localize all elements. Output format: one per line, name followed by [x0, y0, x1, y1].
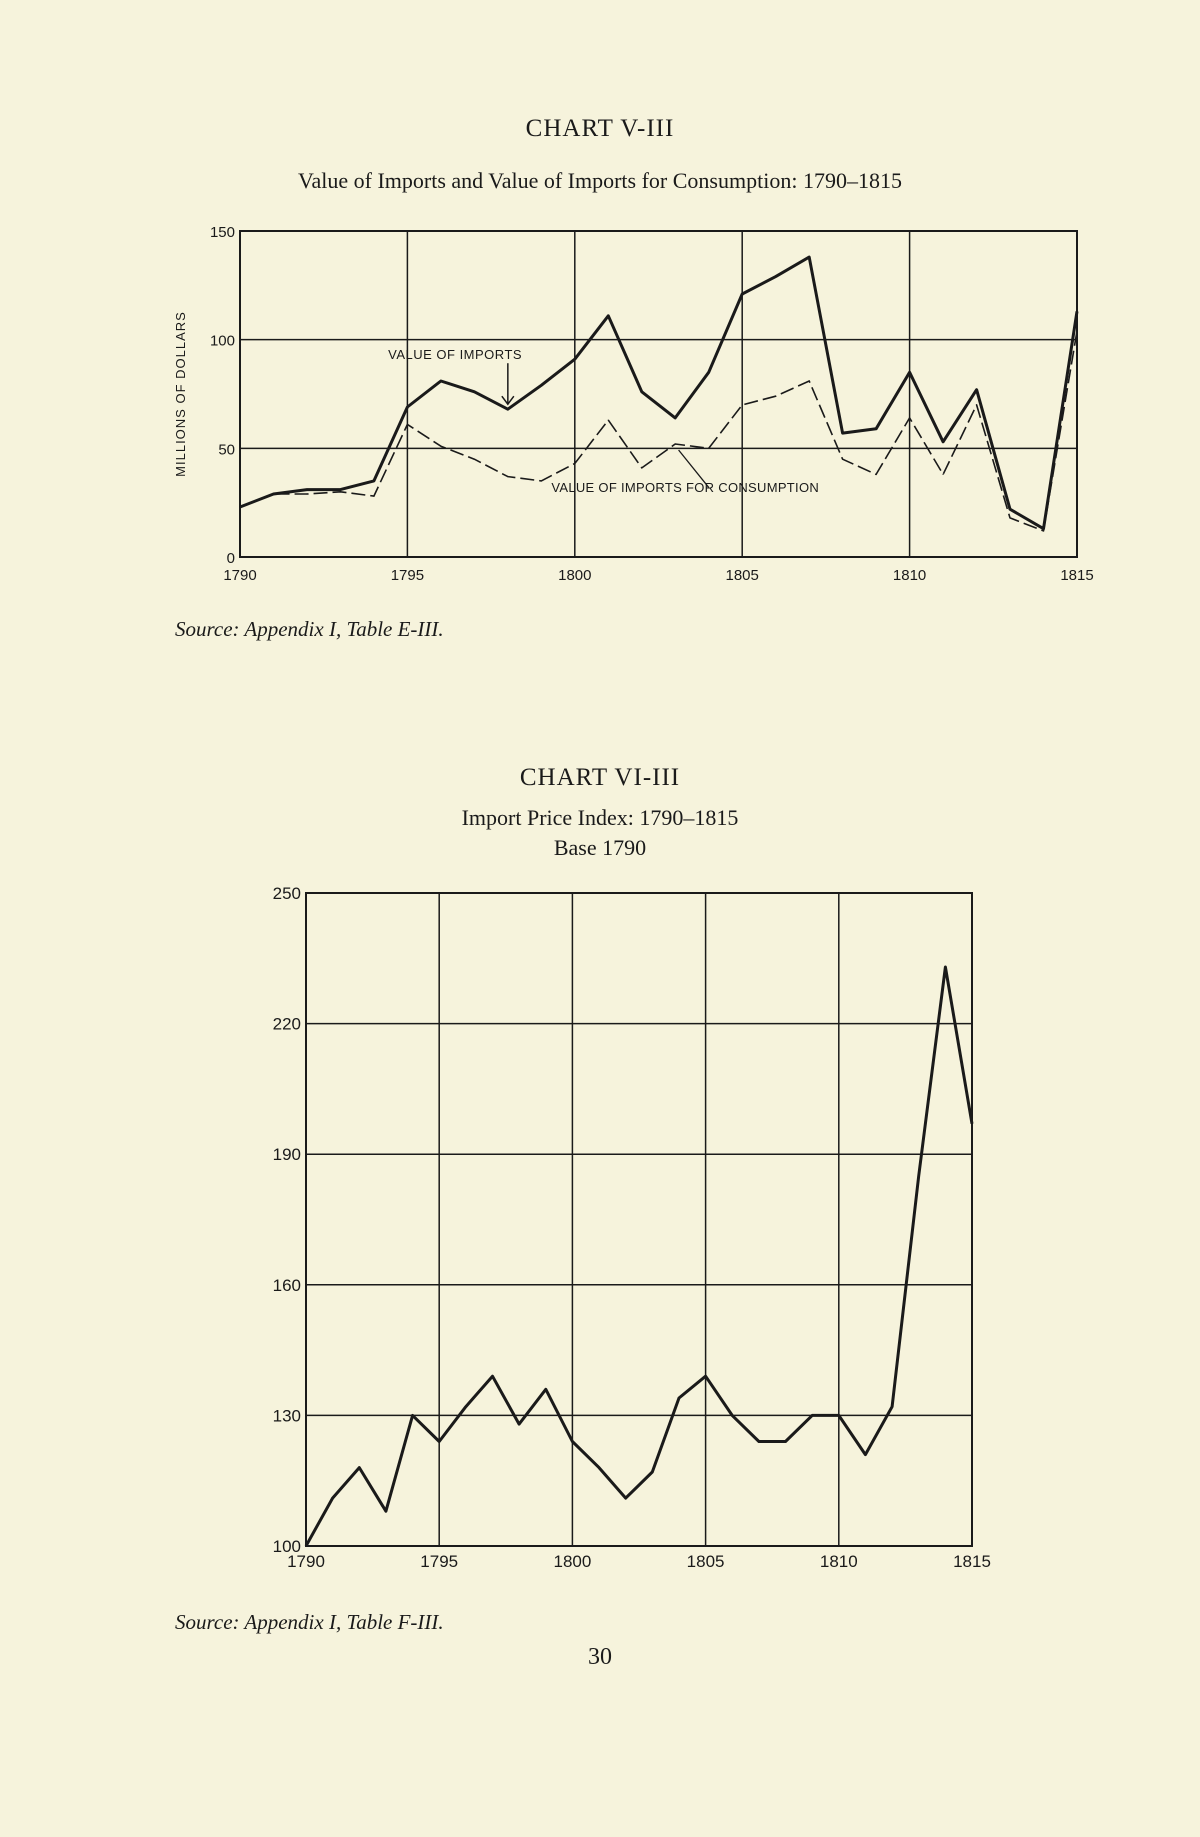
y-tick-label: 100	[209, 332, 235, 350]
chart1-title: Value of Imports and Value of Imports for Consumption: 1790–1815	[298, 168, 902, 193]
data-point	[705, 1376, 706, 1377]
x-tick-label: 1810	[892, 567, 927, 584]
x-tick-label: 1815	[953, 1552, 991, 1571]
data-point	[809, 256, 810, 257]
data-point	[439, 1441, 440, 1442]
y-tick-label: 160	[272, 1275, 301, 1295]
data-point	[1009, 509, 1010, 510]
chart1-label: CHART V-III	[525, 115, 675, 142]
data-point	[976, 404, 977, 405]
data-point	[909, 372, 910, 373]
data-point	[675, 417, 676, 418]
data-point	[340, 491, 341, 492]
x-tick-label: 1795	[420, 1552, 459, 1571]
data-point	[945, 966, 946, 967]
x-tick-label: 1805	[686, 1552, 725, 1571]
plot-frame	[306, 893, 972, 1546]
data-point	[785, 1441, 786, 1442]
x-tick-label: 1790	[223, 567, 257, 584]
data-point	[474, 459, 475, 460]
data-point	[708, 372, 709, 373]
data-point	[775, 396, 776, 397]
chart1-source: Source: Appendix I, Table E-III.	[175, 617, 444, 641]
chart2-source: Source: Appendix I, Table F-III.	[175, 1610, 444, 1634]
y-tick-label: 250	[272, 884, 301, 903]
data-point	[652, 1471, 653, 1472]
data-point	[876, 428, 877, 429]
data-point	[545, 1389, 546, 1390]
data-point	[678, 1397, 679, 1398]
data-point	[412, 1415, 413, 1416]
y-tick-label: 100	[272, 1537, 301, 1556]
data-point	[1076, 311, 1077, 312]
data-point	[492, 1376, 493, 1377]
data-point	[608, 315, 609, 316]
data-point	[1043, 530, 1044, 531]
y-axis-label: MILLIONS OF DOLLARS	[173, 311, 188, 477]
data-point	[507, 409, 508, 410]
data-point	[598, 1467, 599, 1468]
data-point	[541, 480, 542, 481]
data-point	[608, 419, 609, 420]
data-point	[519, 1424, 520, 1425]
data-point	[373, 480, 374, 481]
data-point	[876, 474, 877, 475]
data-point	[732, 1415, 733, 1416]
data-point	[474, 391, 475, 392]
data-point	[865, 1454, 866, 1455]
chart2-subtitle: Base 1790	[553, 835, 647, 860]
data-point	[574, 359, 575, 360]
data-point	[842, 433, 843, 434]
data-point	[812, 1415, 813, 1416]
data-point	[306, 489, 307, 490]
series-line-1	[306, 967, 972, 1546]
data-point	[838, 1415, 839, 1416]
data-point	[942, 441, 943, 442]
x-tick-label: 1795	[390, 567, 425, 584]
data-point	[742, 404, 743, 405]
data-point	[273, 493, 274, 494]
data-point	[440, 446, 441, 447]
data-point	[465, 1406, 466, 1407]
y-tick-label: 50	[218, 441, 235, 459]
x-tick-label: 1800	[558, 567, 592, 584]
data-point	[373, 496, 374, 497]
data-point	[507, 476, 508, 477]
data-point	[708, 448, 709, 449]
data-point	[675, 443, 676, 444]
data-point	[809, 380, 810, 381]
y-tick-label: 220	[272, 1014, 301, 1034]
y-tick-label: 130	[272, 1406, 301, 1426]
data-point	[625, 1498, 626, 1499]
data-point	[1076, 330, 1077, 331]
chart2-plot	[0, 870, 1200, 1590]
y-tick-label: 190	[272, 1145, 301, 1165]
data-point	[971, 1123, 972, 1124]
data-point	[306, 493, 307, 494]
data-point	[891, 1406, 892, 1407]
data-point	[340, 489, 341, 490]
x-tick-label: 1810	[819, 1552, 858, 1571]
x-tick-label: 1805	[725, 567, 759, 584]
data-point	[641, 467, 642, 468]
data-point	[1009, 517, 1010, 518]
data-point	[239, 506, 240, 507]
data-point	[918, 1175, 919, 1176]
x-tick-label: 1815	[1060, 567, 1094, 584]
x-tick-label: 1790	[287, 1552, 325, 1571]
data-point	[440, 380, 441, 381]
data-point	[842, 459, 843, 460]
data-point	[305, 1545, 306, 1546]
plot-frame	[240, 231, 1077, 557]
consumption-series-label: VALUE OF IMPORTS FOR CONSUMPTION	[551, 479, 820, 495]
x-tick-label: 1800	[553, 1552, 592, 1571]
y-tick-label: 0	[226, 550, 235, 567]
chart2-title: Import Price Index: 1790–1815	[461, 805, 739, 830]
data-point	[976, 389, 977, 390]
chart2-label: CHART VI-III	[519, 764, 681, 791]
data-point	[742, 293, 743, 294]
page-number: 30	[588, 1644, 612, 1670]
data-point	[574, 463, 575, 464]
data-point	[385, 1511, 386, 1512]
data-point	[942, 474, 943, 475]
data-point	[775, 276, 776, 277]
data-point	[909, 417, 910, 418]
data-point	[407, 406, 408, 407]
data-point	[758, 1441, 759, 1442]
data-point	[641, 391, 642, 392]
data-point	[541, 385, 542, 386]
chart1-plot	[0, 210, 1200, 830]
imports-series-label: VALUE OF IMPORTS	[388, 347, 523, 363]
y-tick-label: 150	[209, 224, 235, 241]
data-point	[359, 1467, 360, 1468]
data-point	[332, 1498, 333, 1499]
data-point	[572, 1441, 573, 1442]
data-point	[407, 424, 408, 425]
